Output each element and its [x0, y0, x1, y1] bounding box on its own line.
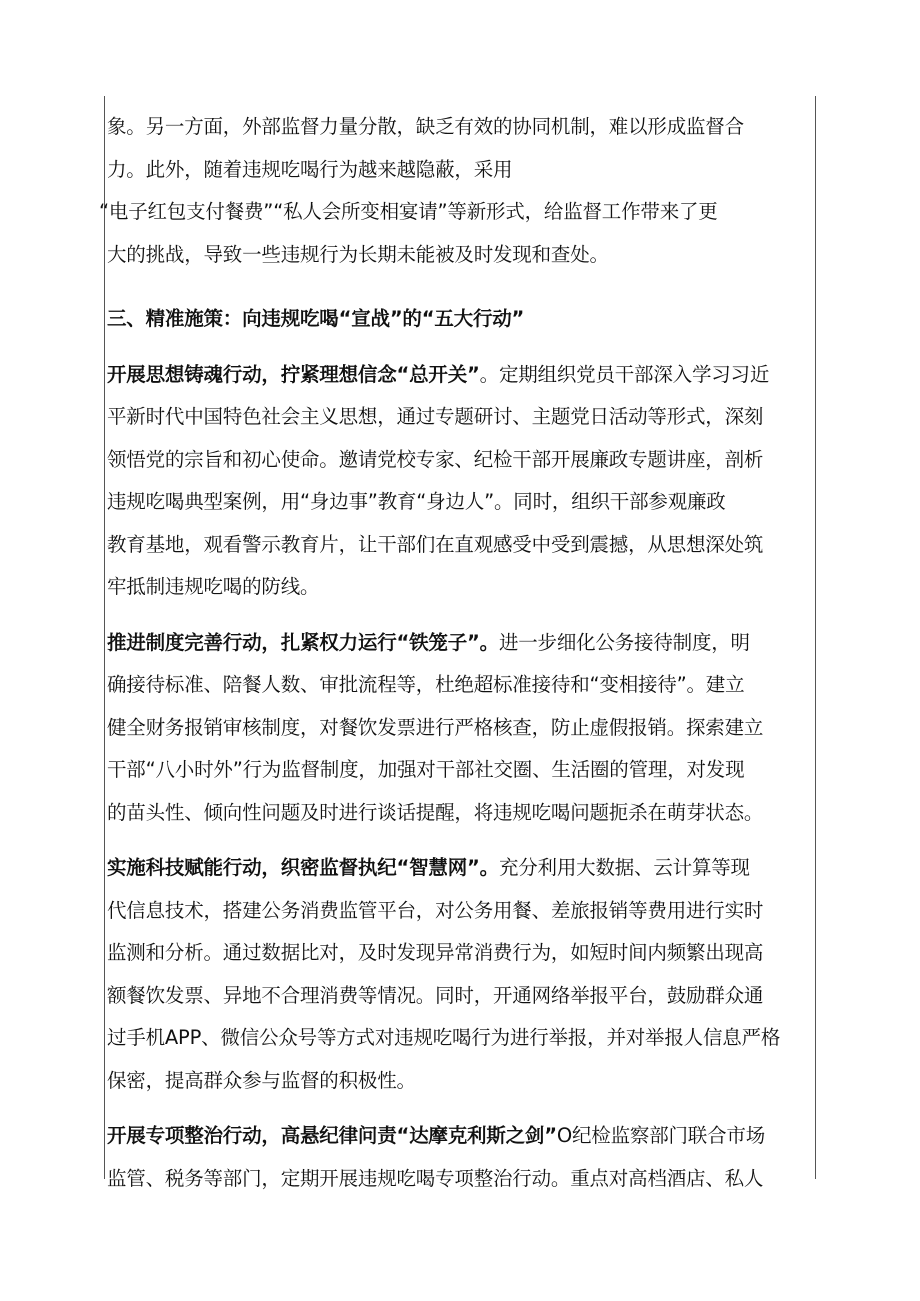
text-line: 监管、税务等部门，定期开展违规吃喝专项整治行动。重点对高档酒店、私人: [107, 1166, 764, 1190]
paragraph-text: 充分利用大数据、云计算等现: [498, 856, 750, 879]
text-line: [107, 354, 809, 397]
paragraph-lead: 推进制度完善行动，扎紧权力运行“铁笼子”。: [107, 630, 499, 654]
text-line: [107, 1115, 809, 1158]
document-body: [99, 106, 809, 1200]
text-line: 的苗头性、倾向性问题及时进行谈话提醒，将违规吃喝问题扼杀在萌芽状态。: [107, 800, 764, 824]
section-heading: 三、精准施策：向违规吃喝“宣战”的“五大行动”: [107, 307, 525, 330]
text-line: 干部“八小时外”行为监督制度，加强对干部社交圈、生活圈的管理，对发现: [107, 758, 745, 781]
text-line: 牢抵制违规吃喝的防线。: [107, 575, 320, 598]
text-line: 象。另一方面，外部监督力量分散，缺乏有效的协同机制，难以形成监督合: [107, 115, 744, 138]
paragraph-continuation: [99, 106, 809, 276]
text-line: [107, 622, 809, 665]
paragraph-text: O纪检监察部门联合市场: [556, 1124, 765, 1147]
text-line: 过手机APP、微信公众号等方式对违规吃喝行为进行举报，并对举报人信息严格: [107, 1026, 781, 1049]
text-line: 违规吃喝典型案例，用“身边事”教育“身边人”。同时，组织干部参观廉政: [107, 490, 726, 513]
paragraph-lead: 实施科技赋能行动，织密监督执纪“智慧网”。: [107, 856, 499, 879]
text-line: 平新时代中国特色社会主义思想，通过专题研讨、主题党日活动等形式，深刻: [107, 405, 764, 428]
text-line: 大的挑战，导致一些违规行为长期未能被及时发现和查处。: [107, 242, 609, 266]
paragraph-text: 。定期组织党员干部深入学习习近: [479, 362, 770, 386]
text-line: 教育基地，观看警示教育片，让干部们在直观感受中受到震撼，从思想深处筑: [107, 532, 764, 556]
text-line: “电子红包支付餐费”“私人会所变相宴请”等新形式，给监督工作带来了更: [99, 200, 718, 223]
paragraph-lead: 开展专项整治行动，高悬纪律问责“达摩克利斯之剑”: [107, 1124, 557, 1147]
paragraph-text: 进一步细化公务接待制度，明: [498, 630, 750, 654]
text-line: 确接待标准、陪餐人数、审批流程等，杜绝超标准接待和“变相接待”。建立: [107, 673, 745, 696]
paragraph-special-action: [107, 1115, 809, 1200]
text-line: 监测和分析。通过数据比对，及时发现异常消费行为，如短时间内频繁出现高: [107, 941, 764, 964]
text-line: 领悟党的宗旨和初心使命。邀请党校专家、纪检干部开展廉政专题讲座，剖析: [107, 447, 764, 471]
text-line: 代信息技术，搭建公务消费监管平台，对公务用餐、差旅报销等费用进行实时: [107, 898, 764, 922]
text-line: 力。此外，随着违规吃喝行为越来越隐蔽，采用: [107, 157, 513, 181]
paragraph-lead: 开展思想铸魂行动，拧紧理想信念“总开关”: [107, 362, 480, 386]
text-line: 保密，提高群众参与监督的积极性。: [107, 1068, 416, 1092]
paragraph-thought-action: [107, 354, 809, 609]
paragraph-system-action: [107, 622, 809, 835]
text-line: 健全财务报销审核制度，对餐饮发票进行严格核查，防止虚假报销。探索建立: [107, 715, 764, 739]
text-line: [107, 847, 809, 890]
paragraph-tech-action: [107, 847, 809, 1102]
text-line: 额餐饮发票、异地不合理消费等情况。同时，开通网络举报平台，鼓励群众通: [107, 983, 764, 1007]
